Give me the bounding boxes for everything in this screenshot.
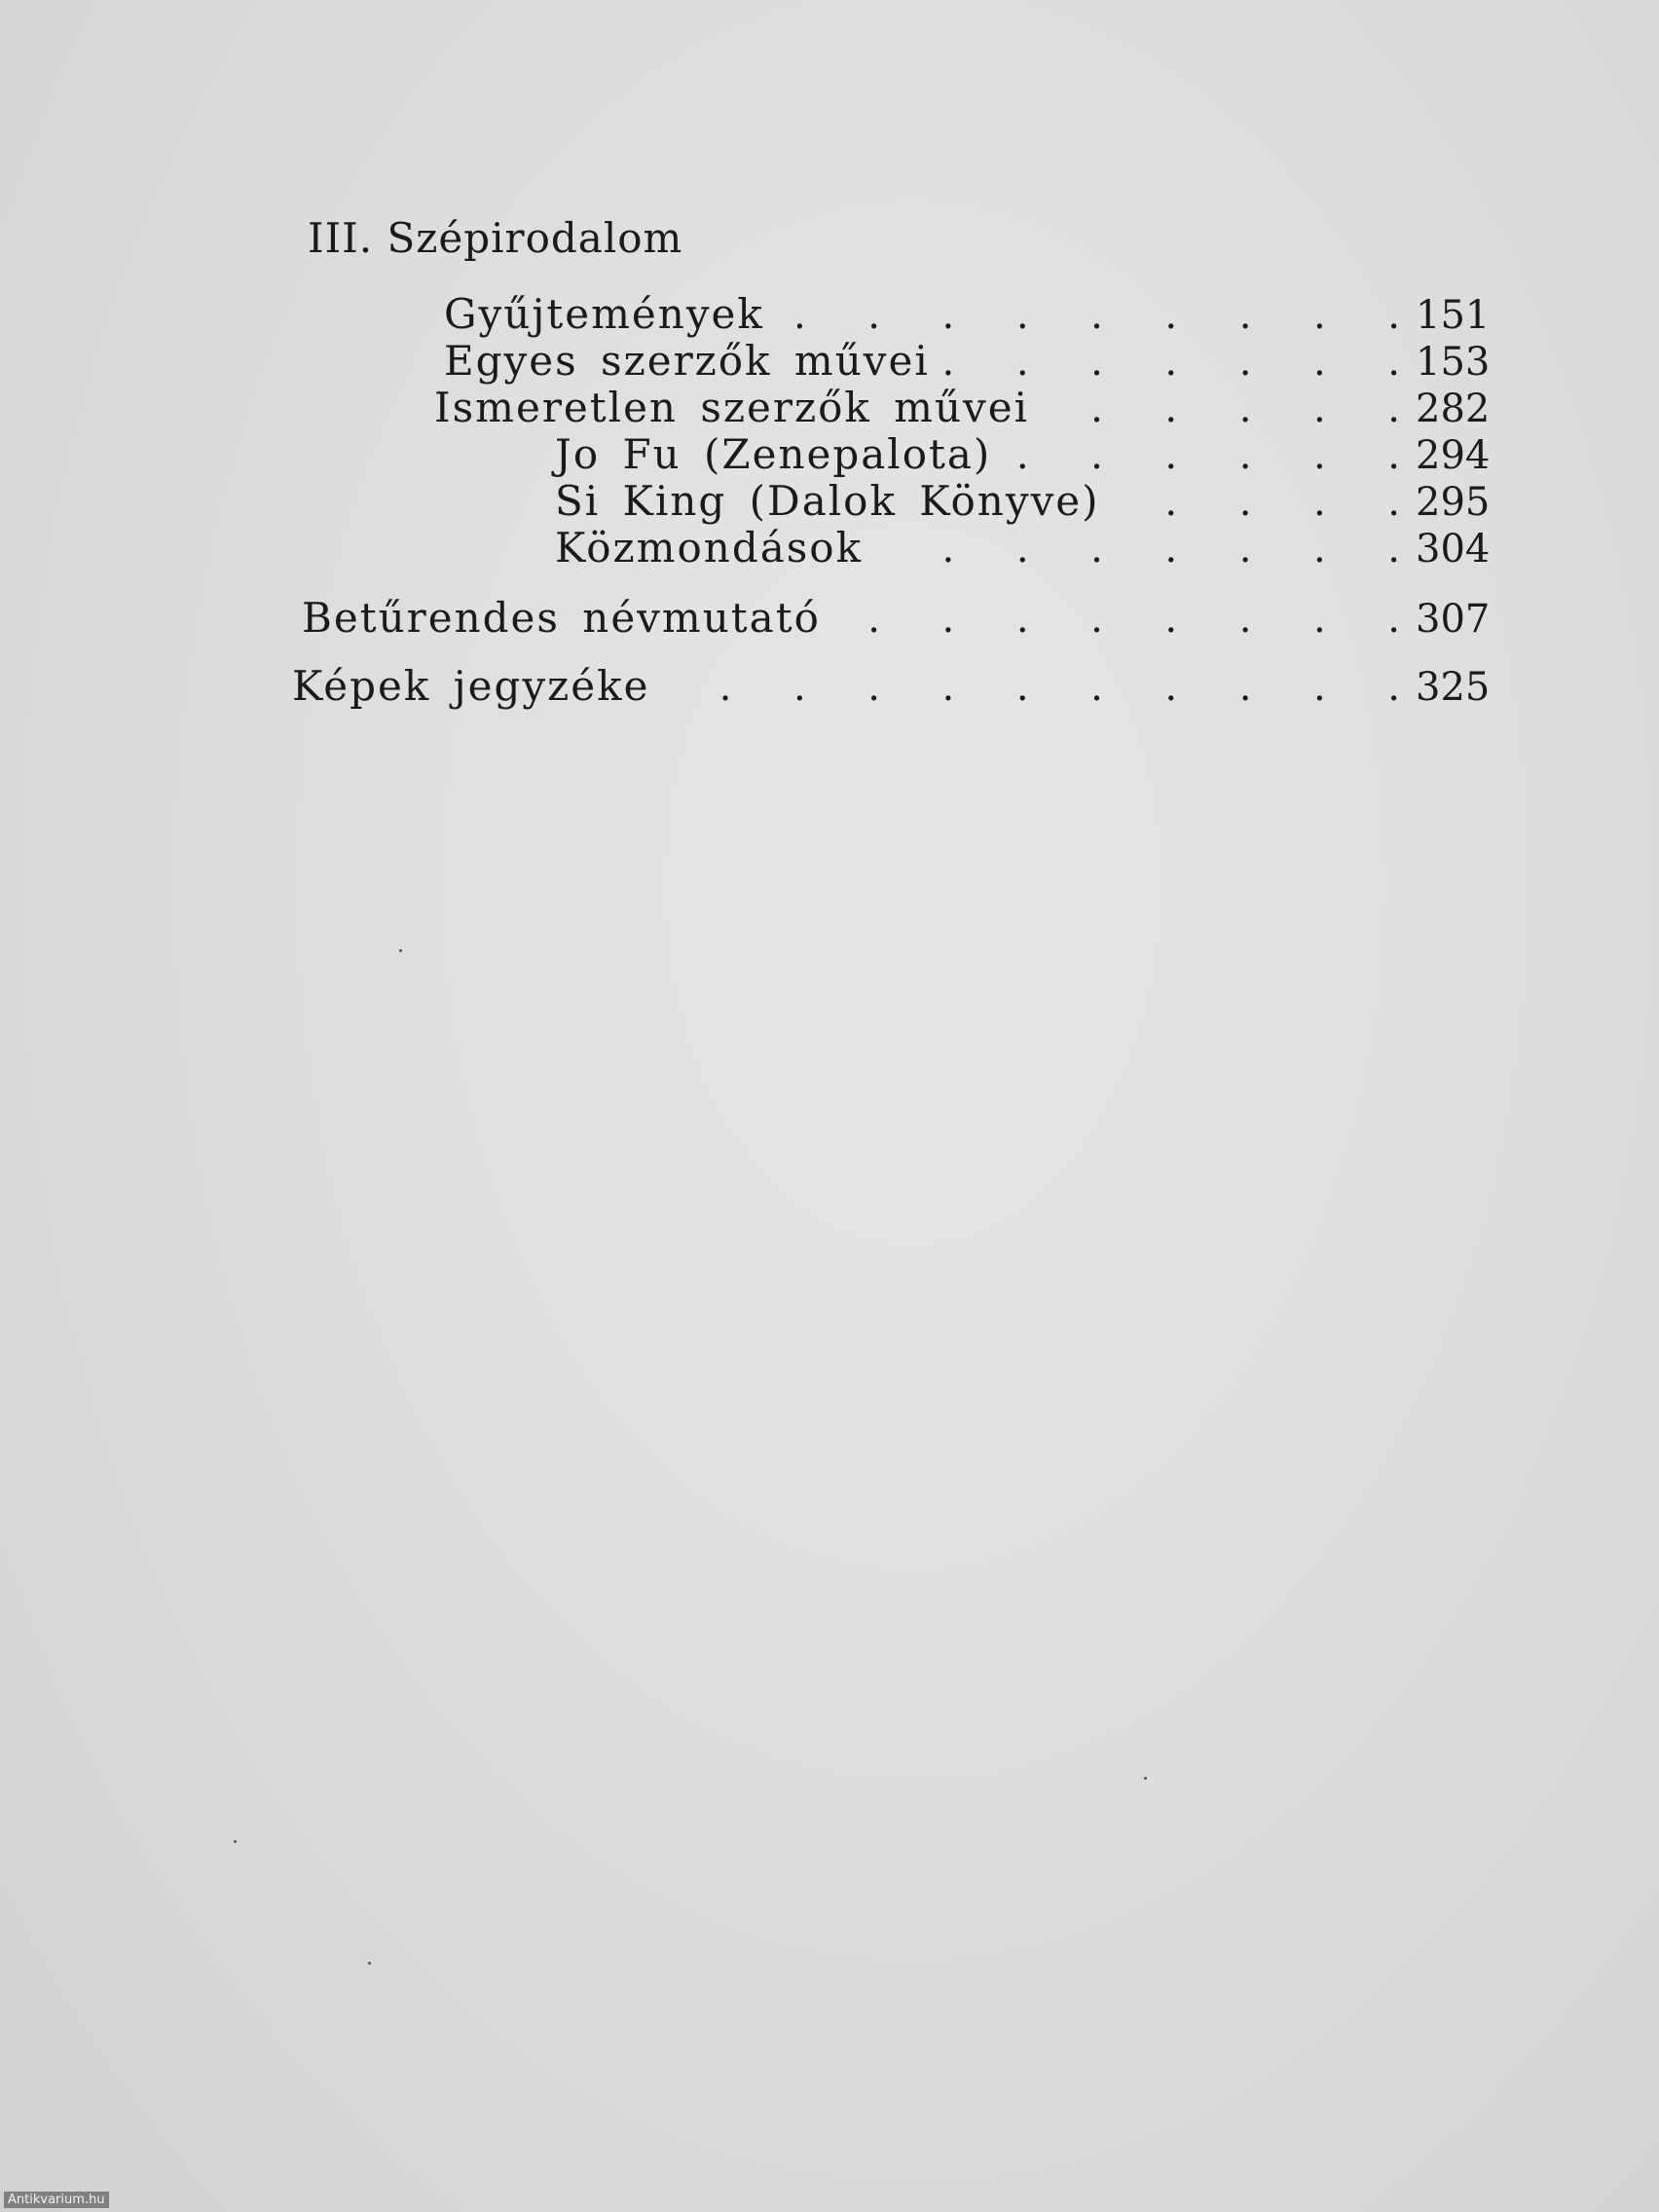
toc-entry-title: Képek jegyzéke [292, 662, 650, 710]
toc-entry-title: Ismeretlen szerzők művei [434, 384, 1030, 431]
toc-entry-si-king [555, 477, 1491, 526]
toc-entry-gyujtemenyek [444, 290, 1491, 339]
toc-entry-kepek-jegyzeke [292, 662, 1491, 711]
paper-speck [1144, 1777, 1147, 1780]
toc-entry-page: 307 [1416, 597, 1491, 642]
paper-speck [234, 1840, 237, 1843]
toc-entry-ismeretlen-szerzok [434, 384, 1491, 432]
toc-entry-page: 325 [1416, 665, 1491, 710]
toc-entry-page: 151 [1416, 293, 1491, 338]
dot-leader [945, 340, 1400, 385]
toc-entry-page: 153 [1416, 340, 1491, 385]
paper-speck [399, 949, 402, 952]
toc-entry-title: Betűrendes névmutató [302, 594, 821, 642]
dot-leader [836, 597, 1400, 642]
dot-leader [878, 527, 1400, 571]
paper-speck [368, 1962, 371, 1965]
section-heading: III. Szépirodalom [308, 214, 683, 262]
dot-leader [1007, 433, 1400, 478]
toc-entry-nevmutato [302, 594, 1491, 643]
toc-entry-kozmondasok [555, 524, 1491, 572]
dot-leader [1045, 387, 1400, 431]
toc-entry-title: Közmondások [555, 524, 864, 571]
toc-entry-page: 304 [1416, 527, 1491, 571]
toc-entry-egyes-szerzok [444, 337, 1491, 386]
dot-leader [780, 293, 1400, 338]
toc-entry-title: Si King (Dalok Könyve) [555, 477, 1100, 525]
toc-entry-page: 295 [1416, 480, 1491, 525]
toc-entry-title: Egyes szerzők művei [444, 337, 930, 385]
toc-entry-title: Jo Fu (Zenepalota) [555, 430, 992, 478]
dot-leader [1116, 480, 1400, 525]
dot-leader [665, 665, 1400, 710]
toc-entry-page: 282 [1416, 387, 1491, 431]
toc-entry-jo-fu [555, 430, 1491, 479]
toc-entry-title: Gyűjtemények [444, 290, 764, 338]
watermark: Antikvarium.hu [4, 2192, 109, 2208]
toc-entry-page: 294 [1416, 433, 1491, 478]
